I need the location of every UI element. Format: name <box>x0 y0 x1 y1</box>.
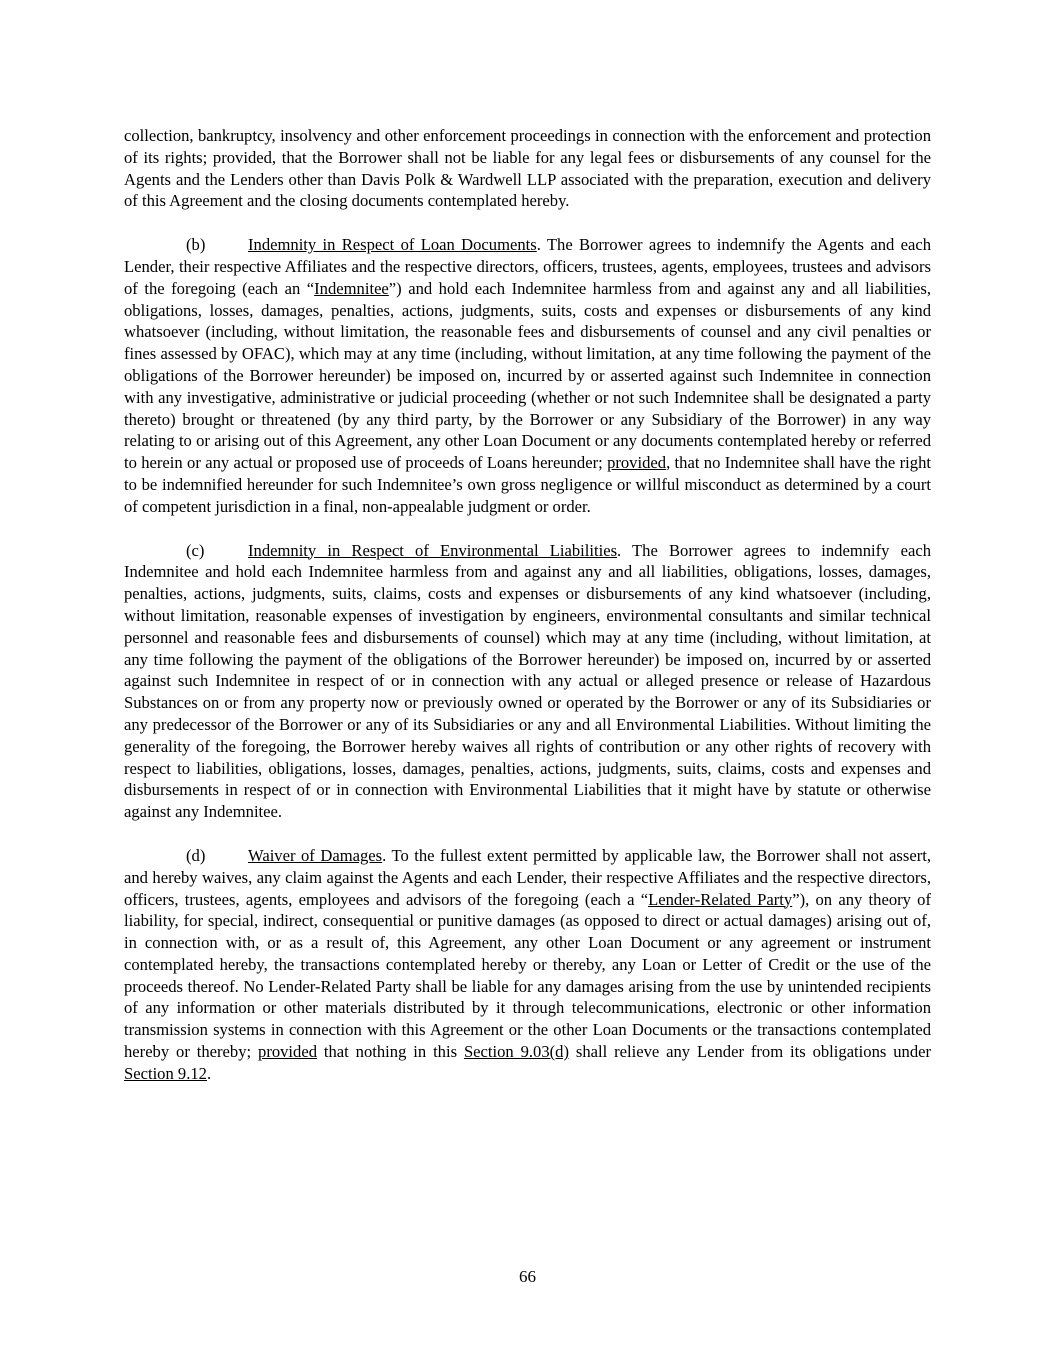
paragraph-continuation <box>124 125 931 212</box>
clause-number-c: (c) <box>186 540 205 560</box>
clause-text-d-3: that nothing in this <box>317 1042 464 1062</box>
defined-term-indemnitee: Indemnitee <box>314 278 389 298</box>
paragraph-b <box>124 234 931 517</box>
clause-text-b-3: , that no Indemnitee shall have the right to be indemnified hereunder for such Indemnitee’s own gross negligence or willful misconduct as determined by a court of competent jurisdiction in a final, non-appealable judgment or order. <box>124 453 931 516</box>
clause-heading-b: Indemnity in Respect of Loan Documents <box>248 235 537 255</box>
defined-term-lender-related-party: Lender-Related Party <box>648 889 793 909</box>
clause-heading-c: Indemnity in Respect of Environmental Liabilities <box>248 540 618 560</box>
paragraph-d <box>124 845 931 1085</box>
clause-text-c-1: . The Borrower agrees to indemnify each Indemnitee and hold each Indemnitee harmless from and against any and all liabilities, obligations, losses, damages, penalties, actions, judgments, suits, claims, costs and expenses or disbursements of any kind whatsoever (including, without limitation, reasonable expenses of investigation by engineers, environmental consultants and similar technical personnel and reasonable fees and disbursements of counsel) which may at any time (including, without limitation, at any time following the payment of the obligations of the Borrower hereunder) be imposed on, incurred by or asserted against such Indemnitee in respect of or in connection with any actual or alleged presence or release of Hazardous Substances on or from any property now or previously owned or operated by the Borrower or any of its Subsidiaries or any predecessor of the Borrower or any of its Subsidiaries or any and all Environmental Liabilities. Without limiting the generality of the foregoing, the Borrower hereby waives all rights of contribution or any other rights of recovery with respect to liabilities, obligations, losses, damages, penalties, actions, judgments, suits, claims, costs and expenses and disbursements in respect of or in connection with Environmental Liabilities that it might have by statute or otherwise against any Indemnitee. <box>124 540 931 822</box>
section-reference-9-03-d: Section 9.03(d) <box>463 1042 569 1062</box>
paragraph-c <box>124 540 931 823</box>
provided-term-b: provided <box>607 453 667 473</box>
continuation-text: collection, bankruptcy, insolvency and other enforcement proceedings in connection with the enforcement and protection of its rights; provided, that the Borrower shall not be liable for any legal fees or disbursements of any counsel for the Agents and the Lenders other than Davis Polk & Wardwell LLP associated with the preparation, execution and delivery of this Agreement and the closing documents contemplated hereby. <box>124 126 931 211</box>
clause-text-b-1: . The Borrower agrees to indemnify the Agents and each Lender, their respective Affiliates and the respective directors, officers, trustees, agents, employees, trustees and advisors of the foregoing (each an “ <box>124 235 931 298</box>
clause-number-b: (b) <box>186 235 206 255</box>
clause-text-d-1: . To the fullest extent permitted by applicable law, the Borrower shall not assert, and hereby waives, any claim against the Agents and each Lender, their respective Affiliates and the respective directors, officers, trustees, agents, employees and advisors of the foregoing (each a “ <box>124 845 932 909</box>
clause-number-d: (d) <box>186 845 206 865</box>
clause-text-b-2: ”) and hold each Indemnitee harmless from and against any and all liabilities, obligations, losses, damages, penalties, actions, judgments, suits, costs and expenses or disbursements of any kind whatsoever (including, without limitation, the reasonable fees and disbursements of counsel and any civil penalties or fines assessed by OFAC), which may at any time (including, without limitation, at any time following the payment of the obligations of the Borrower hereunder) be imposed on, incurred by or asserted against such Indemnitee in connection with any investigative, administrative or judicial proceeding (whether or not such Indemnitee shall be designated a party thereto) brought or threatened (by any third party, by the Borrower or any Subsidiary of the Borrower) in any way relating to or arising out of this Agreement, any other Loan Document or any documents contemplated hereby or referred to herein or any actual or proposed use of proceeds of Loans hereunder; <box>124 278 932 473</box>
clause-text-d-2: ”), on any theory of liability, for special, indirect, consequential or punitive damages (as opposed to direct or actual damages) arising out of, in connection with, or as a result of, this Agreement, any other Loan Document or any agreement or instrument contemplated hereby, the transactions contemplated hereby or thereby, any Loan or Letter of Credit or the use of the proceeds thereof. No Lender-Related Party shall be liable for any damages arising from the use by unintended recipients of any information or other materials distributed by it through telecommunications, electronic or other information transmission systems in connection with this Agreement or the other Loan Documents or the transactions contemplated hereby or thereby; <box>124 889 932 1062</box>
document-body <box>124 125 931 1107</box>
provided-term-d: provided <box>258 1042 318 1062</box>
clause-text-d-4: shall relieve any Lender from its obligations under <box>569 1042 932 1062</box>
clause-text-d-5: . <box>206 1063 212 1083</box>
section-reference-9-12: Section 9.12 <box>124 1063 207 1083</box>
clause-heading-d: Waiver of Damages <box>248 845 383 865</box>
page-number: 66 <box>519 1267 536 1286</box>
